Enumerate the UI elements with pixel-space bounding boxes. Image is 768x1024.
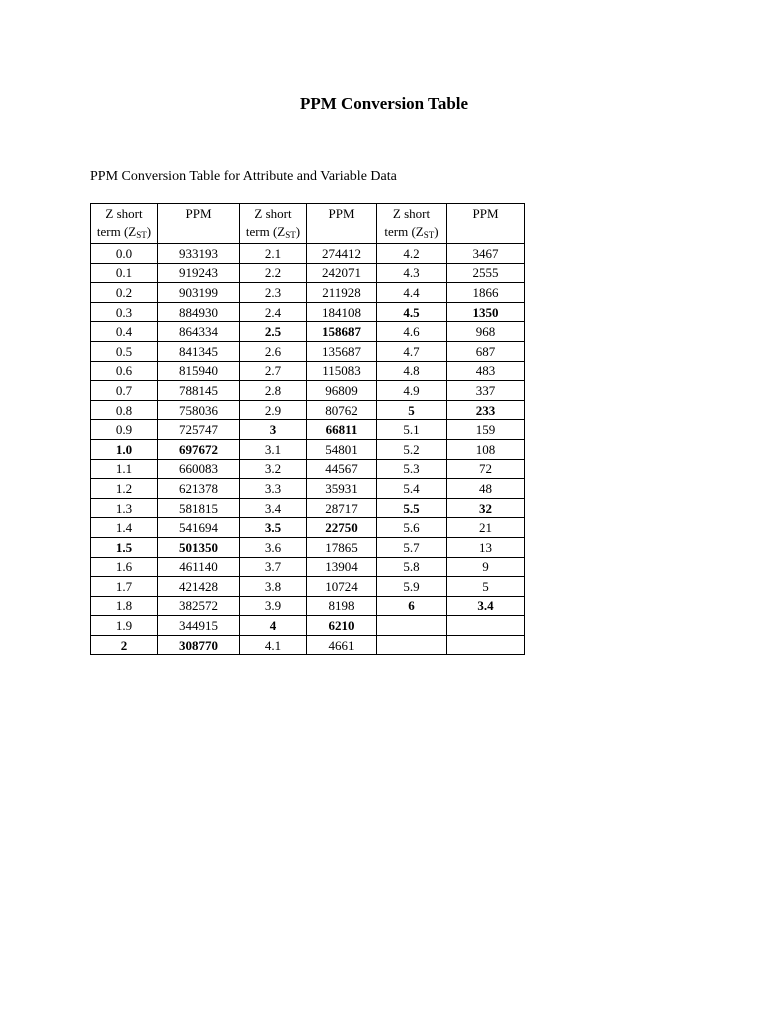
table-cell-z-value: 4 xyxy=(240,616,307,636)
table-cell-ppm-value: 621378 xyxy=(158,479,240,499)
table-cell-ppm-value: 2555 xyxy=(447,263,525,283)
table-cell-ppm-value: 337 xyxy=(447,381,525,401)
table-cell-z-value: 0.5 xyxy=(91,341,158,361)
table-cell-ppm-value: 44567 xyxy=(307,459,377,479)
table-cell-z-value: 5.4 xyxy=(377,479,447,499)
table-cell-z-value: 2.2 xyxy=(240,263,307,283)
table-cell-z-value: 1.5 xyxy=(91,537,158,557)
table-cell-z-value: 5.9 xyxy=(377,577,447,597)
table-cell-ppm-value: 28717 xyxy=(307,498,377,518)
table-cell-ppm-value: 421428 xyxy=(158,577,240,597)
ppm-conversion-table xyxy=(90,203,525,655)
table-cell-z-value: 4.2 xyxy=(377,244,447,264)
table-cell-z-value: 3.8 xyxy=(240,577,307,597)
table-cell-z-value: 0.4 xyxy=(91,322,158,342)
table-cell-ppm-value: 1866 xyxy=(447,283,525,303)
table-cell-ppm-value: 6210 xyxy=(307,616,377,636)
table-row xyxy=(91,635,525,655)
table-cell-z-value: 1.7 xyxy=(91,577,158,597)
table-cell-z-value: 5.3 xyxy=(377,459,447,479)
page-title: PPM Conversion Table xyxy=(299,94,469,113)
table-cell-z-value: 5.2 xyxy=(377,439,447,459)
table-cell-ppm-value: 308770 xyxy=(158,635,240,655)
table-row xyxy=(91,302,525,322)
table-cell-ppm-value: 32 xyxy=(447,498,525,518)
table-cell-z-value: 1.9 xyxy=(91,616,158,636)
table-cell-z-value: 0.6 xyxy=(91,361,158,381)
table-cell-z-value: 4.1 xyxy=(240,635,307,655)
table-cell-ppm-value: 9 xyxy=(447,557,525,577)
table-row xyxy=(91,518,525,538)
table-cell-ppm-value: 968 xyxy=(447,322,525,342)
table-cell-z-value: 0.0 xyxy=(91,244,158,264)
table-cell-z-value: 2.8 xyxy=(240,381,307,401)
table-cell-z-value: 4.6 xyxy=(377,322,447,342)
table-cell-z-value xyxy=(377,635,447,655)
table-cell-ppm-value: 841345 xyxy=(158,341,240,361)
table-row xyxy=(91,283,525,303)
table-cell-ppm-value: 13904 xyxy=(307,557,377,577)
table-cell-ppm-value xyxy=(447,616,525,636)
table-row xyxy=(91,459,525,479)
table-cell-z-value: 0.1 xyxy=(91,263,158,283)
header-z-short-term-3: Z short term $(Z_{ST})$ xyxy=(377,204,447,244)
table-cell-z-value xyxy=(377,616,447,636)
table-cell-ppm-value: 758036 xyxy=(158,400,240,420)
table-cell-ppm-value: 72 xyxy=(447,459,525,479)
table-row xyxy=(91,439,525,459)
table-cell-ppm-value: 211928 xyxy=(307,283,377,303)
table-row xyxy=(91,400,525,420)
table-cell-z-value: 2 xyxy=(91,635,158,655)
table-cell-ppm-value: 135687 xyxy=(307,341,377,361)
table-cell-ppm-value: 933193 xyxy=(158,244,240,264)
table-cell-z-value: 6 xyxy=(377,596,447,616)
table-cell-z-value: 3.7 xyxy=(240,557,307,577)
table-cell-ppm-value: 788145 xyxy=(158,381,240,401)
table-row xyxy=(91,420,525,440)
table-cell-ppm-value: 884930 xyxy=(158,302,240,322)
table-cell-ppm-value: 5 xyxy=(447,577,525,597)
table-cell-z-value: 2.6 xyxy=(240,341,307,361)
table-cell-ppm-value: 35931 xyxy=(307,479,377,499)
table-cell-z-value: 2.4 xyxy=(240,302,307,322)
table-cell-ppm-value: 815940 xyxy=(158,361,240,381)
table-cell-z-value: 5.6 xyxy=(377,518,447,538)
table-row xyxy=(91,381,525,401)
table-cell-ppm-value: 274412 xyxy=(307,244,377,264)
table-cell-ppm-value: 108 xyxy=(447,439,525,459)
table-cell-z-value: 0.3 xyxy=(91,302,158,322)
table-row xyxy=(91,263,525,283)
table-cell-z-value: 2.7 xyxy=(240,361,307,381)
header-ppm-2: PPM xyxy=(307,204,377,244)
table-cell-z-value: 2.3 xyxy=(240,283,307,303)
table-row xyxy=(91,498,525,518)
table-cell-ppm-value: 919243 xyxy=(158,263,240,283)
table-cell-z-value: 1.6 xyxy=(91,557,158,577)
table-cell-ppm-value: 158687 xyxy=(307,322,377,342)
table-cell-ppm-value: 8198 xyxy=(307,596,377,616)
table-cell-z-value: 5.1 xyxy=(377,420,447,440)
table-row xyxy=(91,341,525,361)
table-cell-z-value: 3.9 xyxy=(240,596,307,616)
table-cell-ppm-value: 80762 xyxy=(307,400,377,420)
table-cell-ppm-value: 184108 xyxy=(307,302,377,322)
table-cell-z-value: 1.2 xyxy=(91,479,158,499)
header-z-short-term-2: Z short term $(Z_{ST})$ xyxy=(240,204,307,244)
table-cell-ppm-value: 159 xyxy=(447,420,525,440)
table-cell-ppm-value: 541694 xyxy=(158,518,240,538)
table-row xyxy=(91,537,525,557)
table-row xyxy=(91,577,525,597)
table-body xyxy=(91,244,525,655)
header-ppm-3: PPM xyxy=(447,204,525,244)
table-cell-ppm-value: 3467 xyxy=(447,244,525,264)
table-cell-ppm-value: 233 xyxy=(447,400,525,420)
table-cell-z-value: 1.0 xyxy=(91,439,158,459)
table-cell-z-value: 5.7 xyxy=(377,537,447,557)
table-cell-z-value: 1.8 xyxy=(91,596,158,616)
table-cell-ppm-value: 54801 xyxy=(307,439,377,459)
table-cell-z-value: 1.4 xyxy=(91,518,158,538)
table-cell-z-value: 3.2 xyxy=(240,459,307,479)
table-cell-z-value: 5.5 xyxy=(377,498,447,518)
table-row xyxy=(91,596,525,616)
table-cell-z-value: 3.3 xyxy=(240,479,307,499)
table-cell-ppm-value: 483 xyxy=(447,361,525,381)
table-cell-z-value: 0.2 xyxy=(91,283,158,303)
table-cell-z-value: 1.1 xyxy=(91,459,158,479)
table-row xyxy=(91,557,525,577)
header-z-short-term-1: Z short term $(Z_{ST})$ xyxy=(91,204,158,244)
table-cell-ppm-value: 10724 xyxy=(307,577,377,597)
table-cell-z-value: 4.3 xyxy=(377,263,447,283)
table-cell-z-value: 2.9 xyxy=(240,400,307,420)
table-cell-z-value: 4.4 xyxy=(377,283,447,303)
header-ppm-1: PPM xyxy=(158,204,240,244)
table-cell-z-value: 4.8 xyxy=(377,361,447,381)
table-cell-z-value: 3.4 xyxy=(240,498,307,518)
table-row xyxy=(91,244,525,264)
table-row xyxy=(91,361,525,381)
table-cell-ppm-value: 115083 xyxy=(307,361,377,381)
table-cell-ppm-value: 382572 xyxy=(158,596,240,616)
table-cell-ppm-value: 21 xyxy=(447,518,525,538)
table-cell-z-value: 3.5 xyxy=(240,518,307,538)
table-cell-ppm-value: 344915 xyxy=(158,616,240,636)
table-cell-z-value: 0.7 xyxy=(91,381,158,401)
table-row xyxy=(91,322,525,342)
table-cell-z-value: 2.5 xyxy=(240,322,307,342)
table-cell-ppm-value: 22750 xyxy=(307,518,377,538)
table-cell-z-value: 3.1 xyxy=(240,439,307,459)
table-cell-z-value: 1.3 xyxy=(91,498,158,518)
table-cell-ppm-value: 581815 xyxy=(158,498,240,518)
table-cell-ppm-value: 697672 xyxy=(158,439,240,459)
table-cell-ppm-value: 242071 xyxy=(307,263,377,283)
table-cell-z-value: 0.9 xyxy=(91,420,158,440)
table-cell-ppm-value: 17865 xyxy=(307,537,377,557)
table-cell-ppm-value: 96809 xyxy=(307,381,377,401)
table-cell-z-value: 3.6 xyxy=(240,537,307,557)
table-cell-z-value: 2.1 xyxy=(240,244,307,264)
table-cell-z-value: 5 xyxy=(377,400,447,420)
table-row xyxy=(91,479,525,499)
table-cell-z-value: 4.5 xyxy=(377,302,447,322)
table-cell-ppm-value: 4661 xyxy=(307,635,377,655)
table-cell-ppm-value: 903199 xyxy=(158,283,240,303)
table-cell-ppm-value: 13 xyxy=(447,537,525,557)
table-cell-ppm-value: 501350 xyxy=(158,537,240,557)
table-cell-ppm-value: 48 xyxy=(447,479,525,499)
table-cell-ppm-value: 725747 xyxy=(158,420,240,440)
table-cell-ppm-value: 1350 xyxy=(447,302,525,322)
table-caption: PPM Conversion Table for Attribute and Variable Data xyxy=(90,169,397,184)
table-cell-ppm-value: 461140 xyxy=(158,557,240,577)
table-cell-ppm-value xyxy=(447,635,525,655)
table-cell-ppm-value: 864334 xyxy=(158,322,240,342)
table-cell-ppm-value: 660083 xyxy=(158,459,240,479)
table-cell-z-value: 3 xyxy=(240,420,307,440)
table-cell-ppm-value: 687 xyxy=(447,341,525,361)
table-header-row xyxy=(91,204,525,244)
table-cell-z-value: 4.9 xyxy=(377,381,447,401)
table-row xyxy=(91,616,525,636)
table-cell-ppm-value: 66811 xyxy=(307,420,377,440)
table-cell-ppm-value: 3.4 xyxy=(447,596,525,616)
table-cell-z-value: 5.8 xyxy=(377,557,447,577)
table-cell-z-value: 0.8 xyxy=(91,400,158,420)
table-cell-z-value: 4.7 xyxy=(377,341,447,361)
